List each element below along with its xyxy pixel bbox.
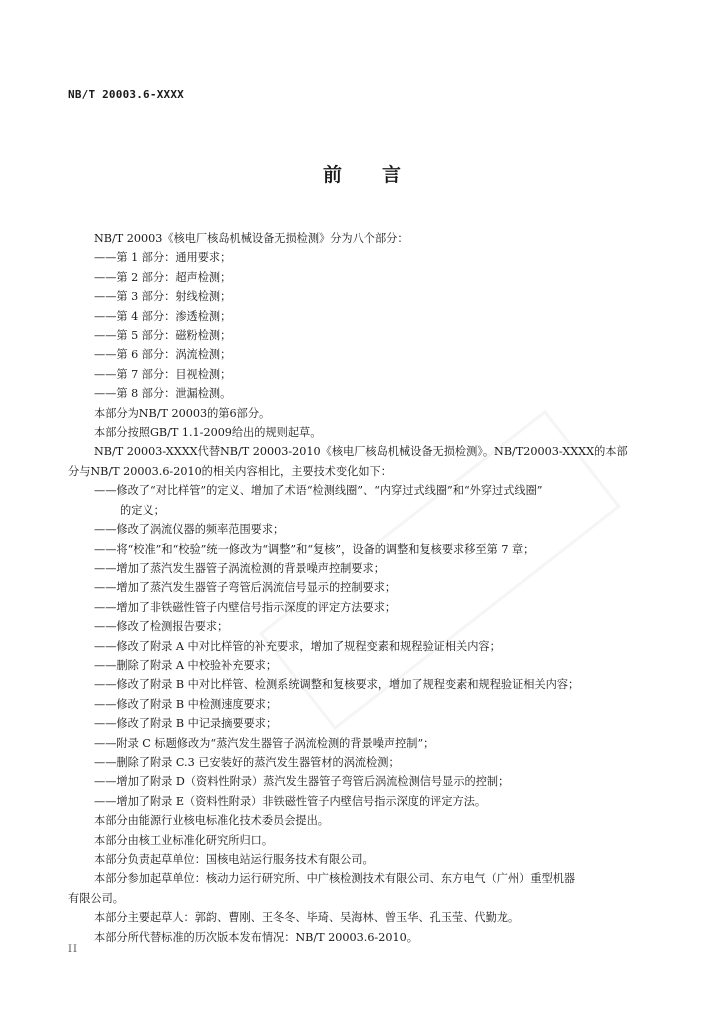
preface-line: 有限公司。 [68, 891, 124, 905]
title-char-1: 前 [322, 164, 342, 186]
preface-line: ——第 3 部分：射线检测； [94, 290, 232, 304]
preface-line: ——修改了“对比样管”的定义、增加了术语“检测线圈”、“内穿过式线圈”和“外穿过式线圈” [94, 484, 543, 498]
preface-line: ——修改了检测报告要求； [94, 620, 229, 634]
preface-body [68, 229, 668, 947]
page-number: II [68, 944, 78, 955]
preface-line: 本部分所代替标准的历次版本发布情况：NB/T 20003.6-2010。 [94, 930, 418, 944]
preface-line: 本部分为NB/T 20003的第6部分。 [94, 406, 271, 420]
preface-line: ——第 6 部分：涡流检测； [94, 348, 232, 362]
preface-line: 本部分由核工业标准化研究所归口。 [94, 833, 274, 847]
preface-line: 本部分由能源行业核电标准化技术委员会提出。 [94, 814, 329, 828]
preface-line: 的定义； [120, 503, 165, 517]
preface-line: 本部分参加起草单位：核动力运行研究所、中广核检测技术有限公司、东方电气（广州）重型机器 [94, 872, 576, 886]
preface-line: ——将“校准”和“校验”统一修改为“调整”和“复核”，设备的调整和复核要求移至第 7 章； [94, 542, 535, 556]
preface-line: ——第 5 部分：磁粉检测； [94, 329, 232, 343]
preface-line: 本部分负责起草单位：国核电站运行服务技术有限公司。 [94, 853, 374, 866]
preface-line: ——修改了附录 B 中检测速度要求； [94, 697, 278, 711]
page-title [0, 160, 724, 187]
preface-line: ——增加了蒸汽发生器管子弯管后涡流信号显示的控制要求； [94, 581, 397, 595]
preface-line: ——删除了附录 A 中校验补充要求； [94, 658, 278, 672]
preface-line: ——增加了非铁磁性管子内壁信号指示深度的评定方法要求； [94, 600, 397, 614]
preface-line: ——第 7 部分：目视检测； [94, 367, 232, 381]
standard-code: NB/T 20003.6-XXXX [68, 88, 184, 101]
preface-line: ——第 2 部分：超声检测； [94, 270, 232, 284]
preface-line: ——修改了附录 B 中记录摘要要求； [94, 717, 278, 731]
preface-line: ——修改了附录 A 中对比样管的补充要求，增加了规程变素和规程验证相关内容； [94, 639, 501, 653]
preface-line: ——附录 C 标题修改为“蒸汽发生器管子涡流检测的背景噪声控制”； [94, 736, 435, 750]
preface-line: NB/T 20003-XXXX代替NB/T 20003-2010《核电厂核岛机械设备无损检测》。NB/T20003-XXXX的本部 [94, 445, 628, 459]
preface-line: NB/T 20003《核电厂核岛机械设备无损检测》分为八个部分： [94, 232, 409, 245]
preface-line: ——增加了附录 D（资料性附录）蒸汽发生器管子弯管后涡流检测信号显示的控制； [94, 775, 510, 789]
preface-line: 本部分主要起草人：郭韵、曹刚、王冬冬、毕琦、吴海林、曾玉华、孔玉莹、代勤龙。 [94, 911, 520, 925]
preface-line: 本部分按照GB/T 1.1-2009给出的规则起草。 [94, 426, 322, 440]
preface-line: ——增加了蒸汽发生器管子涡流检测的背景噪声控制要求； [94, 561, 385, 575]
preface-line: ——第 8 部分：泄漏检测。 [94, 387, 232, 401]
preface-line: ——删除了附录 C.3 已安装好的蒸汽发生器管材的涡流检测； [94, 755, 400, 769]
preface-line: 分与NB/T 20003.6-2010的相关内容相比，主要技术变化如下： [68, 464, 392, 478]
preface-line: ——第 4 部分：渗透检测； [94, 309, 232, 323]
preface-line: ——增加了附录 E（资料性附录）非铁磁性管子内壁信号指示深度的评定方法。 [94, 794, 487, 808]
title-char-2: 言 [382, 164, 402, 186]
preface-line: ——第 1 部分：通用要求； [94, 251, 232, 265]
preface-line: ——修改了附录 B 中对比样管、检测系统调整和复核要求，增加了规程变素和规程验证相关内容； [94, 678, 580, 692]
preface-line: ——修改了涡流仪器的频率范围要求； [94, 523, 285, 537]
